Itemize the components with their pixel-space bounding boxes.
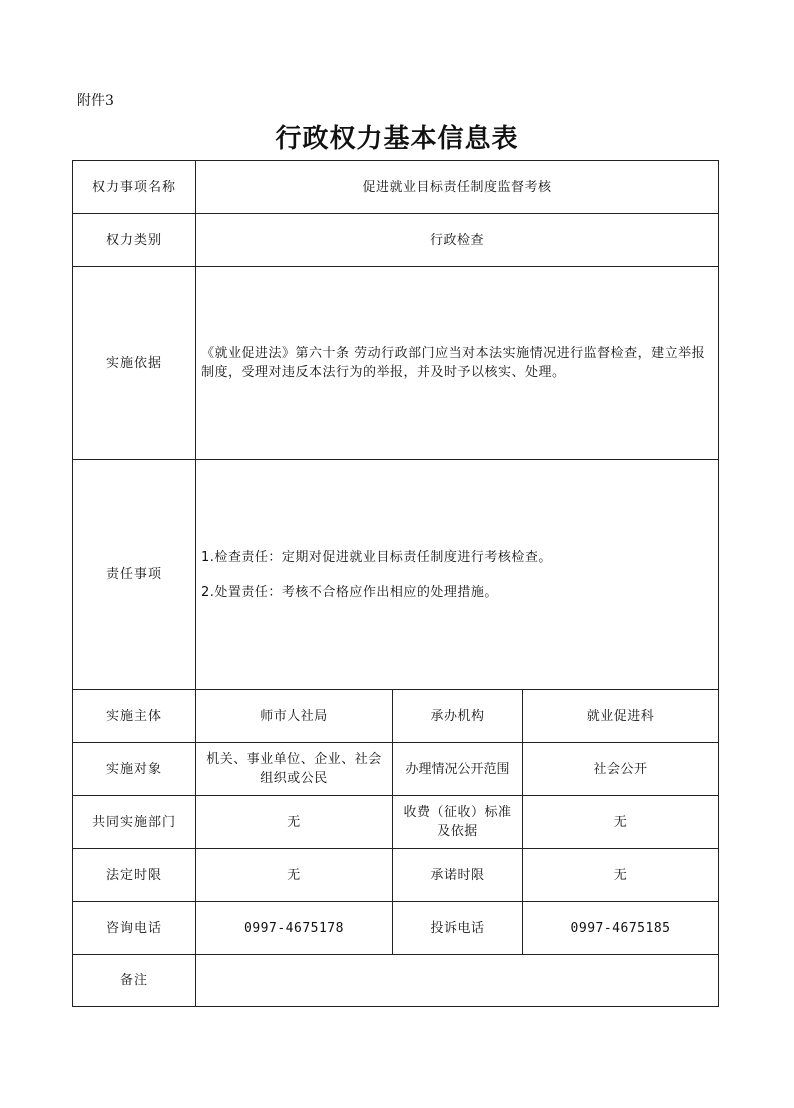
row-phone bbox=[73, 902, 719, 955]
attachment-label: 附件3 bbox=[77, 93, 114, 109]
power-category-value: 行政检查 bbox=[196, 214, 719, 267]
joint-dept-label: 共同实施部门 bbox=[73, 796, 196, 849]
subject-label: 实施主体 bbox=[73, 690, 196, 743]
disclosure-scope-label: 办理情况公开范围 bbox=[393, 743, 523, 796]
power-name-value: 促进就业目标责任制度监督考核 bbox=[196, 161, 719, 214]
legal-time-limit-label: 法定时限 bbox=[73, 849, 196, 902]
responsibility-item: 1.检查责任：定期对促进就业目标责任制度进行考核检查。 bbox=[201, 549, 552, 565]
undertaking-org-label: 承办机构 bbox=[393, 690, 523, 743]
remarks-value bbox=[196, 955, 719, 1007]
subject-value: 师市人社局 bbox=[196, 690, 393, 743]
fee-standard-label: 收费（征收）标准及依据 bbox=[393, 796, 523, 849]
undertaking-org-value: 就业促进科 bbox=[523, 690, 719, 743]
row-remarks bbox=[73, 955, 719, 1007]
target-value: 机关、事业单位、企业、社会组织或公民 bbox=[196, 743, 393, 796]
responsibilities-value bbox=[196, 460, 719, 690]
row-subject bbox=[73, 690, 719, 743]
row-time-limit bbox=[73, 849, 719, 902]
responsibility-item: 2.处置责任：考核不合格应作出相应的处理措施。 bbox=[201, 584, 498, 600]
target-label: 实施对象 bbox=[73, 743, 196, 796]
legal-time-limit-value: 无 bbox=[196, 849, 393, 902]
power-category-label: 权力类别 bbox=[73, 214, 196, 267]
row-power-category bbox=[73, 214, 719, 267]
consult-phone-label: 咨询电话 bbox=[73, 902, 196, 955]
info-table bbox=[72, 160, 719, 1007]
complaint-phone-value: 0997-4675185 bbox=[523, 902, 719, 955]
basis-label: 实施依据 bbox=[73, 267, 196, 460]
power-name-label: 权力事项名称 bbox=[73, 161, 196, 214]
remarks-label: 备注 bbox=[73, 955, 196, 1007]
basis-value: 《就业促进法》第六十条 劳动行政部门应当对本法实施情况进行监督检查，建立举报制度，受理对违反本法行为的举报，并及时予以核实、处理。 bbox=[196, 267, 719, 460]
joint-dept-value: 无 bbox=[196, 796, 393, 849]
row-target bbox=[73, 743, 719, 796]
consult-phone-value: 0997-4675178 bbox=[196, 902, 393, 955]
complaint-phone-label: 投诉电话 bbox=[393, 902, 523, 955]
promised-time-limit-value: 无 bbox=[523, 849, 719, 902]
row-power-name bbox=[73, 161, 719, 214]
promised-time-limit-label: 承诺时限 bbox=[393, 849, 523, 902]
disclosure-scope-value: 社会公开 bbox=[523, 743, 719, 796]
row-basis bbox=[73, 267, 719, 460]
fee-standard-value: 无 bbox=[523, 796, 719, 849]
row-responsibilities bbox=[73, 460, 719, 690]
responsibilities-label: 责任事项 bbox=[73, 460, 196, 690]
page-title: 行政权力基本信息表 bbox=[275, 124, 519, 154]
row-joint bbox=[73, 796, 719, 849]
